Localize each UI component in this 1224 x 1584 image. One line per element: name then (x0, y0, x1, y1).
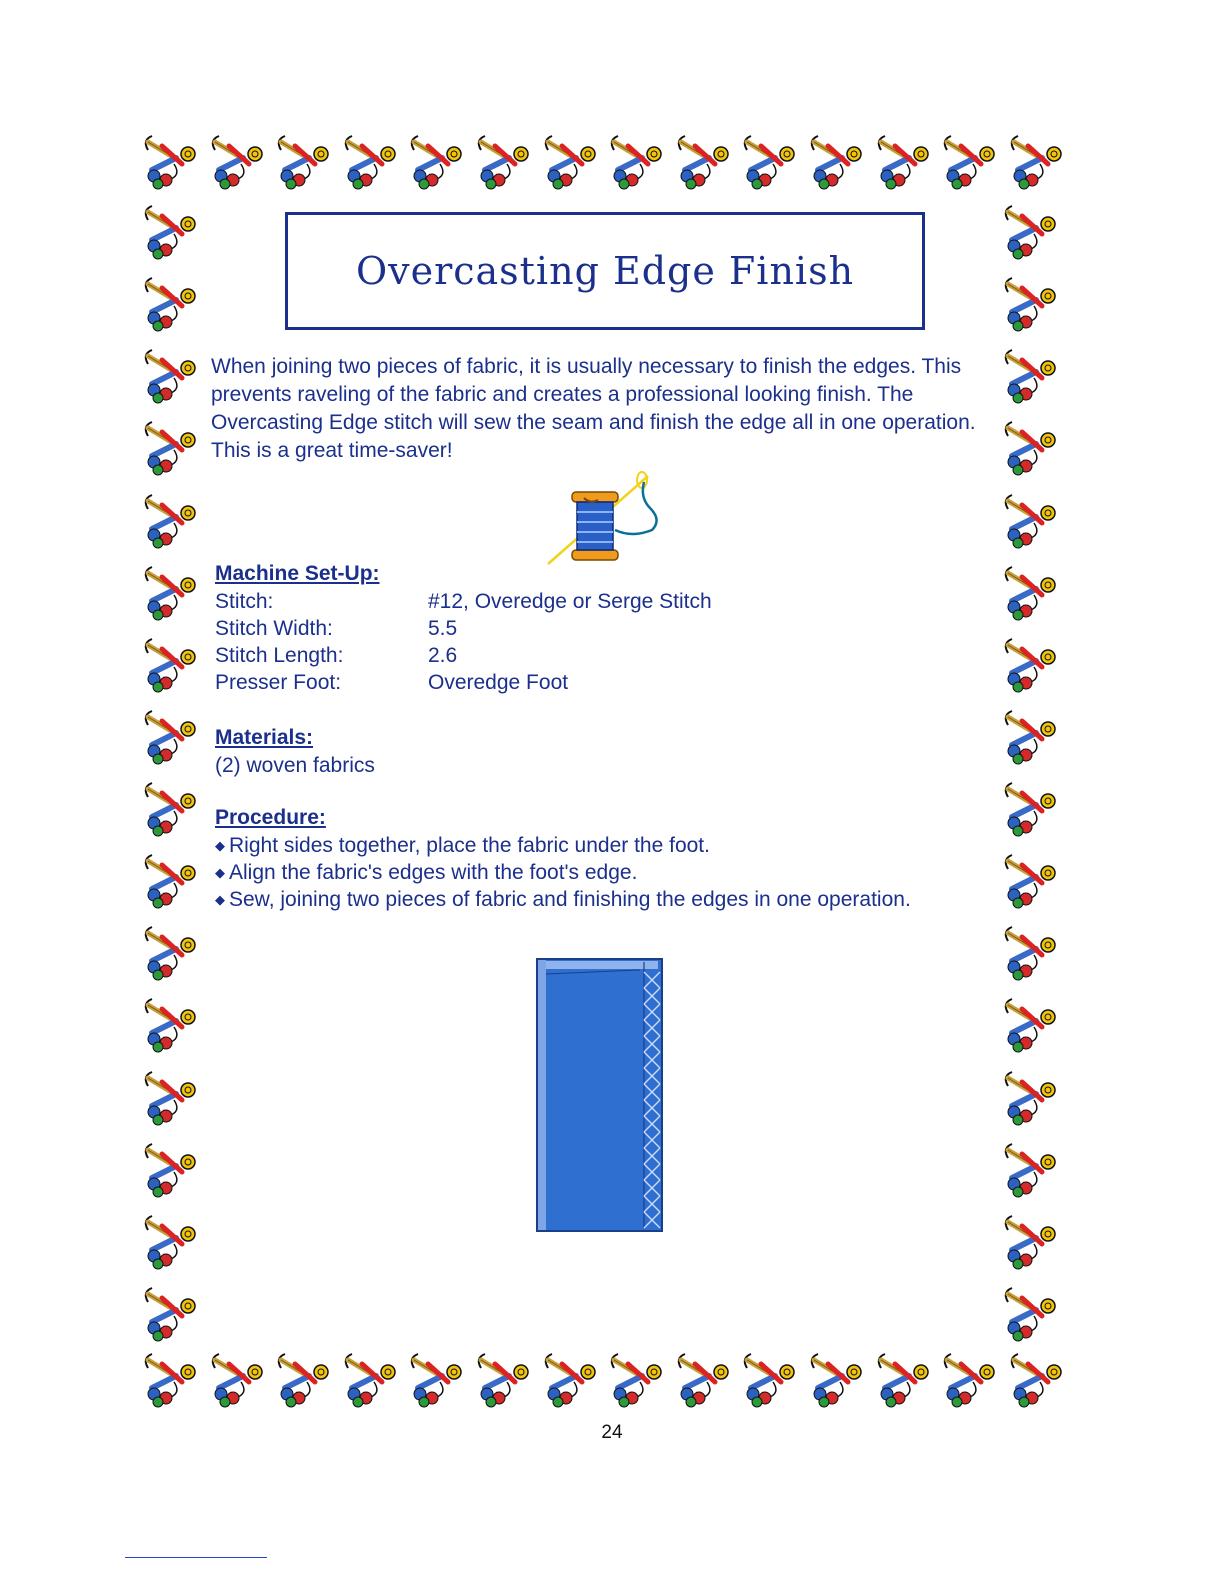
scissors-thread-icon (998, 1282, 1064, 1348)
setup-value: Overedge Foot (428, 671, 569, 694)
scissors-thread-icon (138, 1348, 204, 1414)
scissors-thread-icon (998, 489, 1064, 555)
footer-rule (125, 1557, 267, 1558)
materials-item: (2) woven fabrics (215, 754, 375, 777)
scissors-thread-icon (937, 130, 1003, 196)
scissors-thread-icon (937, 1348, 1003, 1414)
scissors-thread-icon (737, 1348, 803, 1414)
scissors-thread-icon (138, 705, 204, 771)
procedure-step: Align the fabric's edges with the foot's edge. (229, 861, 638, 884)
scissors-thread-icon (871, 1348, 937, 1414)
list-item (215, 886, 935, 913)
machine-setup-table (215, 588, 712, 696)
scissors-thread-icon (138, 344, 204, 410)
scissors-thread-icon (998, 1210, 1064, 1276)
scissors-thread-icon (998, 272, 1064, 338)
scissors-thread-icon (138, 1138, 204, 1204)
scissors-thread-icon (338, 130, 404, 196)
machine-setup-heading: Machine Set-Up: (215, 562, 380, 585)
scissors-thread-icon (138, 849, 204, 915)
thread-spool-needle-icon (540, 468, 665, 573)
setup-row-stitch (215, 588, 712, 615)
scissors-thread-icon (138, 561, 204, 627)
setup-row-stitch-length (215, 642, 712, 669)
scissors-thread-icon (138, 1282, 204, 1348)
scissors-thread-icon (998, 921, 1064, 987)
scissors-thread-icon (138, 993, 204, 1059)
scissors-thread-icon (538, 130, 604, 196)
page-title: Overcasting Edge Finish (355, 249, 855, 293)
border-left (138, 200, 210, 1348)
scissors-thread-icon (138, 777, 204, 843)
scissors-thread-icon (998, 200, 1064, 266)
scissors-thread-icon (138, 272, 204, 338)
scissors-thread-icon (604, 130, 670, 196)
scissors-thread-icon (138, 130, 204, 196)
scissors-thread-icon (998, 561, 1064, 627)
scissors-thread-icon (737, 130, 803, 196)
scissors-thread-icon (338, 1348, 404, 1414)
scissors-thread-icon (671, 130, 737, 196)
scissors-thread-icon (804, 130, 870, 196)
scissors-thread-icon (404, 1348, 470, 1414)
procedure-step: Sew, joining two pieces of fabric and finishing the edges in one operation. (229, 888, 911, 911)
scissors-thread-icon (205, 130, 271, 196)
diamond-bullet-icon: ◆ (215, 865, 225, 880)
scissors-thread-icon (998, 1138, 1064, 1204)
scissors-thread-icon (998, 849, 1064, 915)
list-item (215, 832, 935, 859)
procedure-heading: Procedure: (215, 806, 326, 829)
materials-heading: Materials: (215, 726, 314, 749)
title-box (285, 212, 925, 330)
setup-value: 2.6 (428, 644, 458, 667)
scissors-thread-icon (138, 1210, 204, 1276)
scissors-thread-icon (138, 633, 204, 699)
diamond-bullet-icon: ◆ (215, 892, 225, 907)
scissors-thread-icon (138, 200, 204, 266)
page-number: 24 (601, 1422, 623, 1443)
setup-label: Stitch: (215, 590, 274, 613)
diamond-bullet-icon: ◆ (215, 838, 225, 853)
scissors-thread-icon (998, 777, 1064, 843)
scissors-thread-icon (138, 489, 204, 555)
scissors-thread-icon (871, 130, 937, 196)
setup-row-presser-foot (215, 669, 712, 696)
scissors-thread-icon (998, 633, 1064, 699)
scissors-thread-icon (138, 1066, 204, 1132)
scissors-thread-icon (998, 1066, 1064, 1132)
setup-value: #12, Overedge or Serge Stitch (428, 590, 712, 613)
scissors-thread-icon (138, 921, 204, 987)
scissors-thread-icon (604, 1348, 670, 1414)
scissors-thread-icon (1004, 1348, 1070, 1414)
scissors-thread-icon (538, 1348, 604, 1414)
scissors-thread-icon (998, 993, 1064, 1059)
list-item (215, 859, 935, 886)
intro-paragraph: When joining two pieces of fabric, it is usually necessary to finish the edges. This prevents raveling of the fabric and creates a professional looking finish. The Overcasting Edge stitch will sew the seam and finish the edge all in one operation. This is a great time-saver! (211, 355, 976, 462)
scissors-thread-icon (271, 1348, 337, 1414)
procedure-step: Right sides together, place the fabric under the foot. (229, 834, 710, 857)
setup-label: Stitch Width: (215, 617, 333, 640)
border-top (138, 130, 1070, 202)
scissors-thread-icon (138, 416, 204, 482)
scissors-thread-icon (471, 130, 537, 196)
scissors-thread-icon (205, 1348, 271, 1414)
setup-label: Stitch Length: (215, 644, 344, 667)
setup-row-stitch-width (215, 615, 712, 642)
scissors-thread-icon (671, 1348, 737, 1414)
border-bottom (138, 1348, 1070, 1420)
scissors-thread-icon (804, 1348, 870, 1414)
scissors-thread-icon (998, 705, 1064, 771)
scissors-thread-icon (404, 130, 470, 196)
setup-value: 5.5 (428, 617, 458, 640)
scissors-thread-icon (271, 130, 337, 196)
procedure-list (215, 832, 935, 913)
scissors-thread-icon (1004, 130, 1070, 196)
scissors-thread-icon (471, 1348, 537, 1414)
setup-label: Presser Foot: (215, 671, 342, 694)
fabric-overedge-illustration (536, 958, 663, 1232)
